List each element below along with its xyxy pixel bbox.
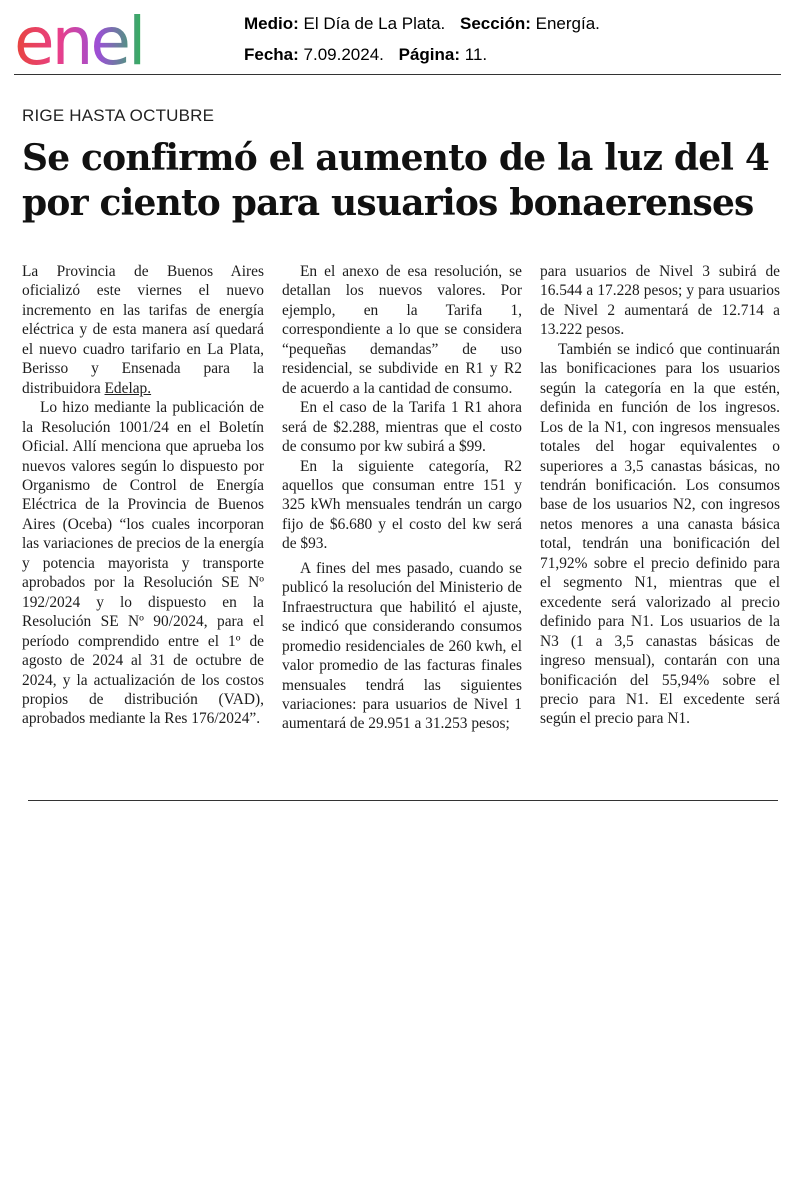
edelap-link[interactable]: Edelap. [104,379,152,397]
medio-label: Medio: [244,14,299,33]
paragraph: En la siguiente categoría, R2 aquellos que consuman entre 151 y 325 kWh mensuales tendrán un cargo fijo de $6.680 y el costo del kw será de $93. [282,457,522,553]
seccion-label: Sección: [460,14,531,33]
seccion-value: Energía. [535,14,600,33]
paragraph: para usuarios de Nivel 3 subirá de 16.544 a 17.228 pesos; y para usuarios de Nivel 2 aumentará de 12.714 a 13.222 pesos. [540,263,780,339]
paragraph: Lo hizo mediante la publicación de la Resolución 1001/24 en el Boletín Oficial. Allí menciona que aprueba los nuevos valores según lo dispuesto por Organismo de Control de Energía Eléctrica de la Provincia de Buenos Aires (Oceba) “los cuales incorporan las variaciones de precios de la energía y potencia mayorista y transporte aprobados por la Resolución SE Nº 192/2024 y lo dispuesto en la Resolución SE Nº 90/2024, para el período comprendido entre el 1º de agosto de 2024 al 31 de octubre de 2024, y la actualización de los costos propios de distribución (VAD), aprobados mediante la Res 176/2024”. [22,399,264,728]
article-bottom-divider [28,800,778,801]
paragraph: En el anexo de esa resolución, se detallan los nuevos valores. Por ejemplo, en la Tarifa 1, correspondiente a lo que se considera “pequeñas demandas” de uso residencial, se subdivide en R1 y R2 de acuerdo a la cantidad de consumo. [282,263,522,397]
logo-wordmark: enel [14,8,144,72]
paragraph-text: La Provincia de Buenos Aires oficializó este viernes el nuevo incremento en las tarifas de energía eléctrica y de esta manera así quedará el nuevo cuadro tarifario en La Plata, Berisso y Ensenada para la distribuidora [22,263,264,397]
article-column-3 [540,262,780,729]
article-body [0,262,800,762]
header-divider [14,74,781,75]
enel-logo [14,8,184,72]
article-kicker: RIGE HASTA OCTUBRE [22,106,215,125]
fecha-value: 7.09.2024. [303,45,384,64]
article-headline: Se confirmó el aumento de la luz del 4 por ciento para usuarios bonaerenses [22,137,770,224]
paragraph: En el caso de la Tarifa 1 R1 ahora será de $2.288, mientras que el costo de consumo por kw subirá a $99. [282,399,522,456]
medio-value: El Día de La Plata. [303,14,446,33]
meta-line-1 [244,8,600,39]
article-column-2 [282,262,522,734]
paragraph [22,262,264,398]
media-meta [244,8,600,70]
fecha-label: Fecha: [244,45,299,64]
pagina-label: Página: [398,45,461,64]
paragraph: También se indicó que continuarán las bonificaciones para los usuarios según la categoría en la que estén, definida en función de los ingresos. Los de la N1, con ingresos mensuales totales del hogar equivalentes o superiores a 3,5 canastas básicas, no tendrán bonificación. Los consumos base de los usuarios N2, con ingresos netos menores a una canasta básica total, tendrán una bonificación del 71,92% sobre el precio definido para el segmento N1, mientras que el excedente será valorizado al precio definido para N1. Los usuarios de la N3 (1 a 3,5 canastas básicas de ingreso mensual), contarán con una bonificación del 55,94% sobre el precio para N1. El excedente será según el precio para N1. [540,340,780,728]
paragraph: A fines del mes pasado, cuando se publicó la resolución del Ministerio de Infraestructura que habilitó el ajuste, se indicó que considerando consumos promedio residenciales de 260 kwh, el valor promedio de las facturas finales mensuales tendrá las siguientes variaciones: para usuarios de Nivel 1 aumentará de 29.951 a 31.253 pesos; [282,559,522,733]
article-column-1 [22,262,264,729]
pagina-value: 11. [464,45,488,64]
meta-line-2 [244,39,600,70]
